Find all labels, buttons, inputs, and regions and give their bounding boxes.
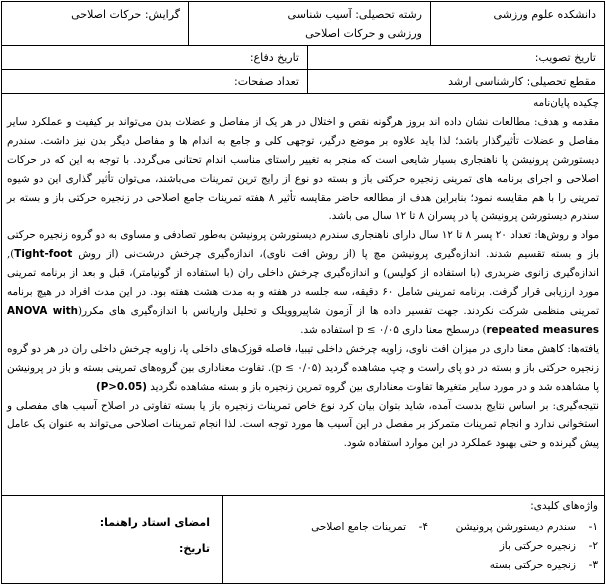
keyword-item bbox=[428, 556, 598, 575]
methods-text-2: ), اندازه‌گیری زانوی ضربدری (با استفاده از کولیس) و اندازه‌گیری چرخش داخلی ران (با استفاده از گونیامتر)، قبل و بعد از برنامه تمرینی مورد ارزیابی قرار گرفت. برنامه تمرینی شامل ۶۰ دقیقه، سه جلسه در هفته و به مدت هشت هفته بود. در این مدت افراد در هیچ برنامه تمرینی منظمی شرکت نکردند. جهت تفسیر داده ها از آزمون شاپیروویلک و تحلیل واریانس با اندازه‌گیری های مکرر( bbox=[7, 248, 599, 317]
methods-text-1: مواد و روش‌ها: تعداد ۲۰ پسر ۸ تا ۱۲ سال دارای ناهنجاری سندرم دیستورشن پرونیشن به‌طور تصادفی و مساوی به دو گروه زنجیره حرکتی باز و بسته تقسیم شدند. اندازه‌گیری پرونیشن مچ پا (از روش افت ناوی)، اندازه‌گیری چرخش درشت‌نی (از روش bbox=[7, 229, 599, 261]
keyword-text: زنجیره حرکتی بسته bbox=[489, 559, 576, 571]
approval-date-cell bbox=[307, 45, 605, 70]
degree-label: مقطع تحصیلی: کارشناسی ارشد bbox=[448, 75, 596, 88]
keyword-number: ۳- bbox=[588, 559, 598, 571]
page-count-label: تعداد صفحات: bbox=[233, 75, 299, 88]
keyword-item bbox=[248, 518, 428, 537]
findings-latin: (P>0.05) bbox=[95, 380, 147, 393]
thesis-abstract-form bbox=[1, 1, 605, 584]
keyword-number: ۲- bbox=[588, 540, 598, 552]
signature-cell bbox=[1, 495, 223, 584]
keyword-text: تمرینات جامع اصلاحی bbox=[311, 521, 406, 533]
faculty-cell bbox=[430, 1, 605, 46]
findings-text: یافته‌ها: کاهش معنا داری در میزان افت ناوی، زاویه چرخش داخلی تیبیا، فاصله قوزک‌های داخلی پا، زاویه چرخش داخلی ران در هر دو گروه زنجیره حرکتی باز و بسته در دو پای راست و چپ مشاهده گردید (p ≤ ۰/۰۵). تفاوت معناداری بین گروه‌های تمرینی بسته و باز در پرونیشن پا مشاهده شد و در مورد سایر متغیرها تفاوت معناداری بین گروه تمرین زنجیره باز و بسته مشاهده نگردید bbox=[7, 342, 599, 393]
keyword-item-empty bbox=[248, 537, 428, 556]
signature-date-label: تاریخ: bbox=[178, 542, 210, 555]
intro-paragraph: مقدمه و هدف: مطالعات نشان داده اند بروز هرگونه نقص و اختلال در هر یک از مفاصل و عضلات بدن می‌تواند بر کیفیت و عملکرد سایر مفاصل و عضلات تأثیرگذار باشد؛ لذا باید علاوه بر موضع درگیر، توجهی کلی و جامع به اندام ها و مفاصل دیگر بدن نیز داشت. سندرم دیستورشن پرونیشن پا ناهنجاری بسیار شایعی است که منجر به تغییر راستای مناسب اندام تحتانی می‌گردد. با توجه به این که در حرکات اصلاحی و اجرای برنامه های تمرینی زنجیره حرکتی باز و بسته دو نوع از رایج ترین تمرینات می‌باشند، می‌توان تأثیر گذاری این دو شیوه تمرینی را با هم مقایسه نمود؛ بنابراین هدف از مطالعه حاضر مقایسه تأثیر ۸ هفته تمرینات جامع اصلاحی در زنجیره حرکتی باز و بسته بر سندرم دیستورشن پرونیشن پا در پسران ۸ تا ۱۲ سال می باشد. bbox=[7, 115, 599, 223]
conclusion-paragraph: نتیجه‌گیری: بر اساس نتایج بدست آمده، شاید بتوان بیان کرد نوع خاص تمرینات زنجیره باز یا بسته تفاوتی در اصلاح آسیب های مفصلی و استخوانی ندارد و انجام تمرینات متمرکز بر مفصل در این آسیب ها مورد توجه است. لذا انجام تمرینات اصلاحی می‌تواند به عنوان یک عامل پیش گیرنده و حتی بهبود عملکرد در این موارد استفاده شود. bbox=[7, 399, 599, 450]
major-line-1: رشته تحصیلی: آسیب شناسی bbox=[287, 8, 422, 21]
keyword-text: سندرم دیستورشن پرونیشن bbox=[455, 521, 576, 533]
degree-cell bbox=[307, 69, 605, 94]
methods-paragraph bbox=[7, 226, 599, 339]
specialization: گرایش: حرکات اصلاحی bbox=[71, 8, 180, 21]
keyword-number: ۴- bbox=[418, 521, 428, 533]
faculty-name: دانشکده علوم ورزشی bbox=[493, 8, 596, 21]
methods-text-3: ) درسطح معنا داری p ≤ ۰/۰۵ استفاده شد. bbox=[300, 323, 487, 336]
keyword-number: ۱- bbox=[588, 521, 598, 533]
methods-latin-1: Tight-foot bbox=[14, 248, 73, 261]
defense-date-label: تاریخ دفاع: bbox=[249, 51, 299, 64]
keywords-list bbox=[229, 518, 598, 575]
advisor-signature-label: امضای استاد راهنما: bbox=[99, 516, 210, 529]
defense-date-cell bbox=[1, 45, 308, 70]
findings-paragraph bbox=[7, 340, 599, 397]
methods-latin-2: ANOVA with repeated measures bbox=[7, 304, 599, 336]
abstract-heading: چکیده پایان‌نامه bbox=[533, 97, 599, 109]
keyword-item bbox=[428, 518, 598, 537]
page-count-cell bbox=[1, 69, 308, 94]
keyword-item bbox=[428, 537, 598, 556]
approval-date-label: تاریخ تصویب: bbox=[534, 51, 596, 64]
keyword-text: زنجیره حرکتی باز bbox=[499, 540, 576, 552]
specialization-cell bbox=[1, 1, 189, 46]
keywords-cell bbox=[222, 495, 605, 584]
major-line-2: ورزشی و حرکات اصلاحی bbox=[305, 27, 422, 40]
keywords-heading: واژه‌های کلیدی: bbox=[530, 500, 598, 512]
abstract-body bbox=[1, 93, 605, 496]
major-cell bbox=[188, 1, 431, 46]
